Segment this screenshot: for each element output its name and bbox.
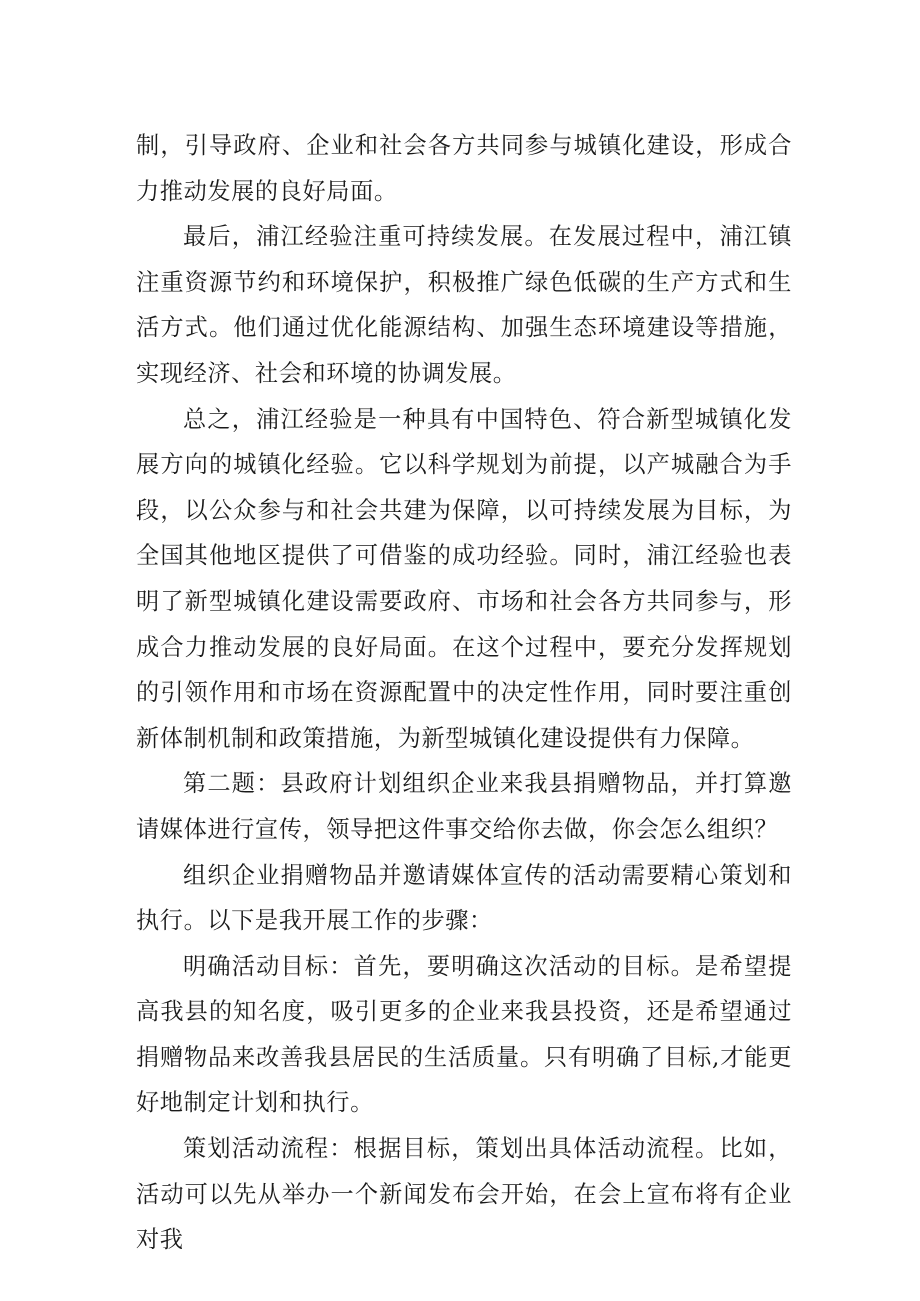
paragraph-7: 策划活动流程：根据目标，策划出具体活动流程。比如，活动可以先从举办一个新闻发布会开始，在会上宣布将有企业对我 [136,1135,792,1254]
paragraph-5: 组织企业捐赠物品并邀请媒体宣传的活动需要精心策划和执行。以下是我开展工作的步骤： [136,861,792,935]
paragraph-2: 最后，浦江经验注重可持续发展。在发展过程中，浦江镇注重资源节约和环境保护，积极推广绿色低碳的生产方式和生活方式。他们通过优化能源结构、加强生态环境建设等措施，实现经济、社会和环境的协调发展。 [136,223,792,387]
paragraph-3: 总之，浦江经验是一种具有中国特色、符合新型城镇化发展方向的城镇化经验。它以科学规划为前提，以产城融合为手段，以公众参与和社会共建为保障，以可持续发展为目标，为全国其他地区提供了可借鉴的成功经验。同时，浦江经验也表明了新型城镇化建设需要政府、市场和社会各方共同参与，形成合力推动发展的良好局面。在这个过程中，要充分发挥规划的引领作用和市场在资源配置中的决定性作用，同时要注重创新体制机制和政策措施，为新型城镇化建设提供有力保障。 [136,405,792,752]
paragraph-4: 第二题：县政府计划组织企业来我县捐赠物品，并打算邀请媒体进行宣传，领导把这件事交给你去做，你会怎么组织？ [136,770,792,843]
paragraph-1: 制，引导政府、企业和社会各方共同参与城镇化建设，形成合力推动发展的良好局面。 [136,132,792,205]
paragraph-6: 明确活动目标：首先，要明确这次活动的目标。是希望提高我县的知名度，吸引更多的企业来我县投资，还是希望通过捐赠物品来改善我县居民的生活质量。只有明确了目标,才能更好地制定计划和执行。 [136,952,792,1117]
document-body [136,123,792,1263]
